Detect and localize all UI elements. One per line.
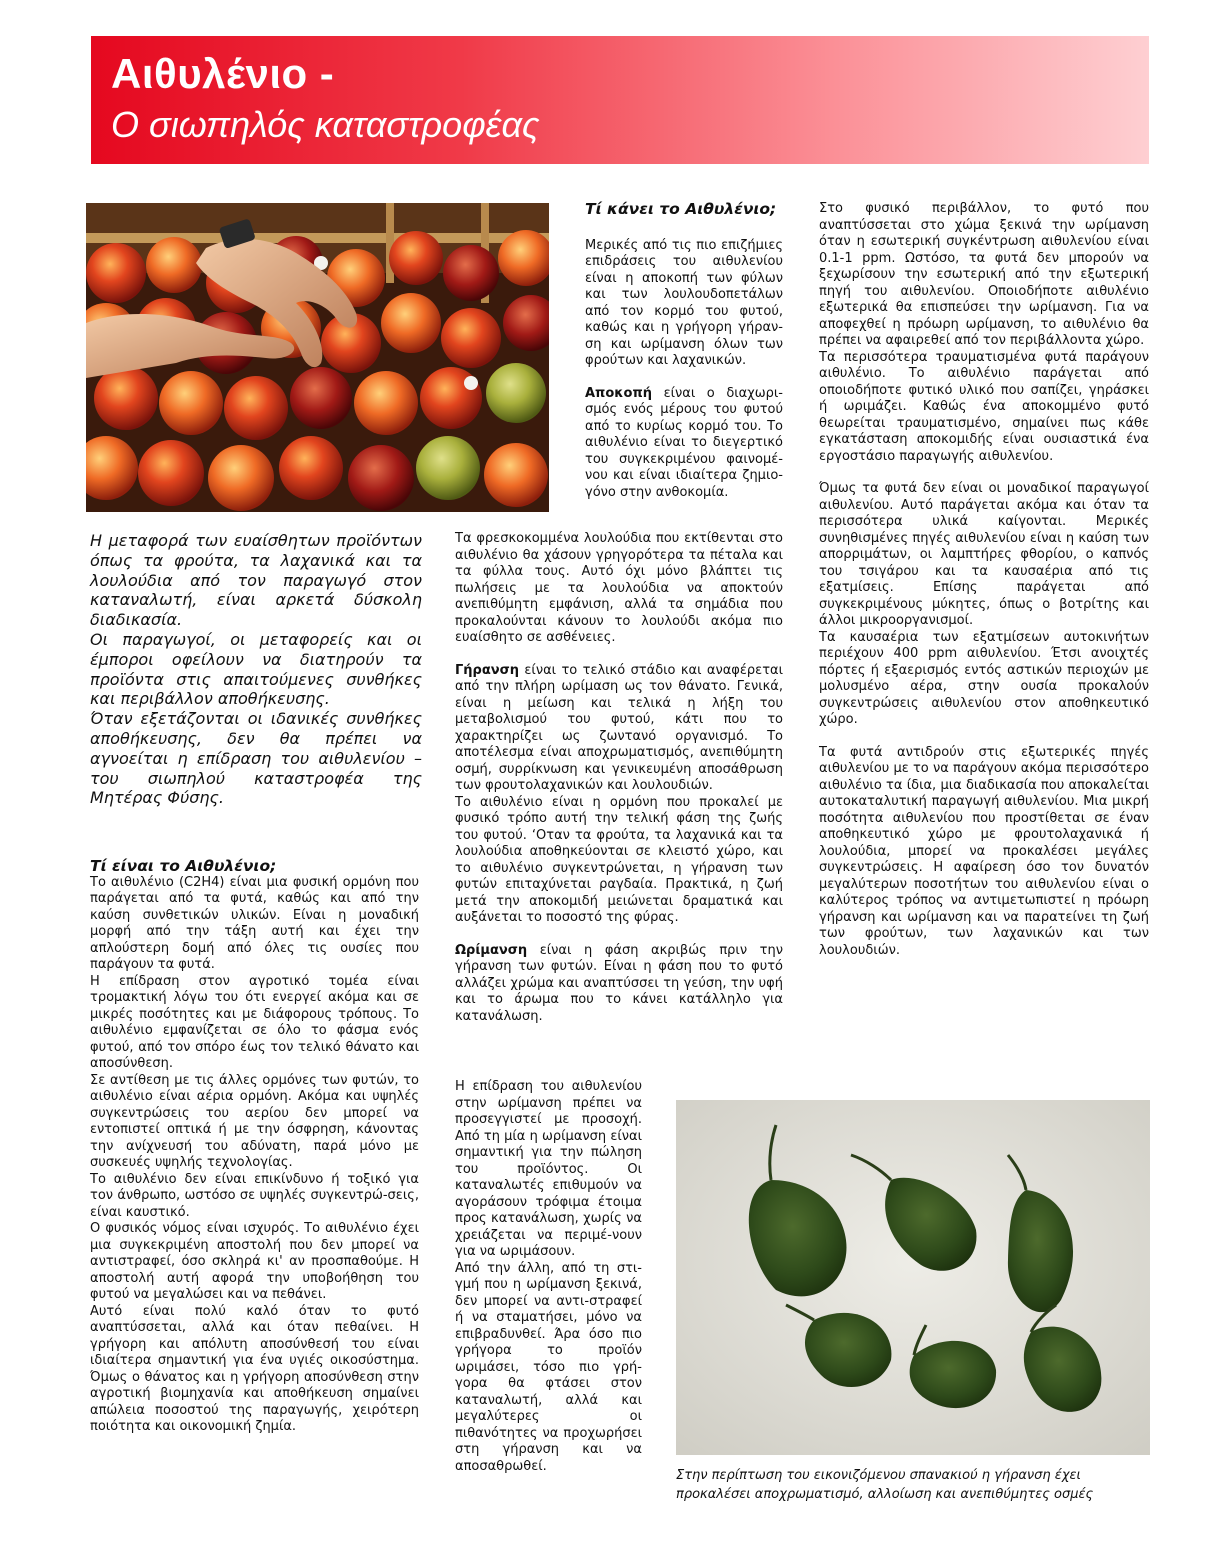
senescence-text: είναι το τελικό στάδιο και αναφέρεται από την πλήρη ωρίμαση ως τον θάνατο. Γενικά, είναι η μείωση και τελικά η λήξη του μεταβολισμού του φυτού, κάτι που το χαρακτηρίζει ως ζωντανό οργανισμό. Το αποτέλεσμα είναι αποχρωματισμός, ανεπιθύμητη οσμή, συρρίκνωση και γενικευμένη αποσάθρωση των φρουτολαχανικών και λουλουδιών.	[455, 662, 783, 793]
paragraph-senescence	[455, 663, 783, 795]
ripening-text: είναι η φάση ακριβώς πριν την γήρανση των φυτών. Είναι η φάση που το φυτό αλλάζει χρώμα και αναπτύσσει τη γεύση, την υφή και το άρωμα που το κάνει κατάλληλο για κατανάλωση.	[455, 942, 783, 1024]
column-middle	[455, 531, 783, 1025]
photo-apples	[86, 203, 549, 512]
paragraph: Το αιθυλένιο (C2H4) είναι μια φυσική ορμόνη που παράγεται από τα φυτά, καθώς και από την καύση συνθετικών υλικών. Είναι η μοναδική μορφή από την τάξη αυτή και έχει την απλούστερη δομή από όλες τις ουσίες που παράγουν τα φυτά.	[90, 874, 419, 972]
heading-what-is: Τί είναι το Αιθυλένιο;	[90, 857, 277, 875]
term-abscission: Αποκοπή	[585, 385, 652, 401]
paragraph: Τα καυσαέρια των εξατμίσεων αυτοκινήτων περιέχουν 400 ppm αιθυλενίου. Έτσι ανοιχτές πόρτες ή εξαερισμός εντός αστικών περιοχών με μολυσμένο αέρα, στην ουσία προκαλούν συγκεντρώσεις αιθυλενίου στον αποθηκευτικό χώρο.	[819, 629, 1149, 727]
column-middle-bottom	[455, 1079, 642, 1475]
intro-paragraph: Όταν εξετάζονται οι ιδανικές συνθήκες αποθήκευσης, δεν θα πρέπει να αγνοείται η επίδραση του αιθυλενίου – του σιωπηλού καταστροφέα της Μητέρας Φύσης.	[90, 709, 422, 808]
page-subtitle: Ο σιωπηλός καταστροφέας	[111, 104, 540, 145]
title-banner	[91, 36, 1149, 164]
spinach-illustration	[676, 1100, 1150, 1455]
paragraph: Ο φυσικός νόμος είναι ισχυρός. Το αιθυλένιο έχει μια συγκεκριμένη αποστολή που δεν μπορεί να αντιστραφεί, όσο σκληρά κι' αν προσπαθούμε. Η αποστολή αυτή αφορά την υποβοήθηση του φυτού να μεγαλώσει και να πεθάνει.	[90, 1221, 419, 1302]
paragraph-ripening	[455, 943, 783, 1026]
term-senescence: Γήρανση	[455, 662, 520, 678]
paragraph: Όμως τα φυτά δεν είναι οι μοναδικοί παραγωγοί αιθυλενίου. Αυτό παράγεται ακόμα και όταν τα περισσότερα υλικά καίγονται. Μερικές συνηθισμένες πηγές αιθυλενίου είναι η καύση των απορριμάτων, οι λαμπτήρες φθορίου, ο καπνός του τσιγάρου και τα καυσαέρια από τις εξατμίσεις. Επίσης παράγεται από συγκεκριμένους μύκητες, όπως ο βοτρίτης και άλλοι μικροοργανισμοί.	[819, 481, 1149, 628]
paragraph: Τα φρεσκοκομμένα λουλούδια που εκτίθενται στο αιθυλένιο θα χάσουν γρηγορότερα τα πέταλα και τα φύλλα τους. Αυτό όχι μόνο βλάπτει τις πωλήσεις με τα λουλούδια να αποκτούν ανεπιθύμητη εμφάνιση, αλλά τα σημάδια που προκαλούνται κάνουν το λουλούδι ακόμα πιο ευαίσθητο σε ασθένειες.	[455, 531, 783, 645]
intro-text	[90, 531, 422, 808]
photo-caption: Στην περίπτωση του εικονιζόμενου σπανακιού η γήρανση έχει προκαλέσει αποχρωματισμό, αλλοίωση και ανεπιθύμητες οσμές	[676, 1468, 1094, 1502]
paragraph: Τα φυτά αντιδρούν στις εξωτερικές πηγές αιθυλενίου με το να παράγουν ακόμα περισσότερο αιθυλένιο τα ίδια, μια διαδικασία που αποκαλείται αυτοκαταλυτική παραγωγή αιθυλενίου. Μια μικρή ποσότητα αιθυλενίου που προστίθεται σε έναν αποθηκευτικό χώρο με φρουτολαχανικά ή λουλούδια, μπορεί να προκαλέσει μεγάλες συγκεντρώσεις. Η αφαίρεση όσο τον δυνατόν μεγαλύτερων ποσοτήτων του αιθυλενίου είναι ο καλύτερος τρόπος να αντιμετωπιστεί η πρόωρη γήρανση και ωρίμανση και να παρατείνει τη ζωή των φρούτων, των λαχανικών και των λουλουδιών.	[819, 744, 1149, 958]
paragraph: Αυτό είναι πολύ καλό όταν το φυτό αναπτύσσεται, αλλά και όταν πεθαίνει. Η γρήγορη και απόλυτη αποσύνθεσή του είναι ιδιαίτερα σημαντική για ένα υγιές οικοσύστημα. Όμως ο θάνατος και η γρήγορη αποσύνθεση στην αγροτική βιομηχανία και αποθήκευση σημαίνει απώλεια ποσοστού της παραγωγής, χειρότερη ποιότητα και οικονομική ζημία.	[90, 1303, 419, 1434]
paragraph: Από την άλλη, από τη στι-γμή που η ωρίμανση ξεκινά, δεν μπορεί να αντι-στραφεί ή να σταματήσει, μόνο να επιβραδυνθεί. Άρα όσο πιο γρήγορα το προϊόν ωριμάσει, τόσο πιο γρή-γορα θα φτάσει στον καταναλωτή, αλλά και μεγαλύτερες οι πιθανότητες να προχωρήσει στη γήρανση και να αποσαθρωθεί.	[455, 1260, 642, 1474]
paragraph: Η επίδραση του αιθυλενίου στην ωρίμανση πρέπει να προσεγγιστεί με προσοχή. Από τη μία η ωρίμανση είναι σημαντική για την πώληση του προϊόντος. Οι καταναλωτές επιθυμούν να αγοράσουν τρόφιμα έτοιμα προς κατανάλωση, χωρίς να χρειάζεται να περιμέ-νουν για να ωριμάσουν.	[455, 1079, 642, 1259]
column-right	[819, 201, 1149, 959]
term-ripening: Ωρίμανση	[455, 942, 528, 958]
intro-paragraph: Οι παραγωγοί, οι μεταφορείς και οι έμποροι οφείλουν να διατηρούν τα προϊόντα στις απαιτούμενες συνθήκες και περιβάλλον αποθήκευσης.	[90, 629, 422, 709]
apples-illustration	[86, 203, 549, 512]
paragraph: Το αιθυλένιο είναι η ορμόνη που προκαλεί με φυσικό τρόπο αυτή την τελική φάση της ζωής του φυτού. ‘Οταν τα φρούτα, τα λαχανικά και τα λουλούδια αποθηκεύονται σε κλειστό χώρο, και το αιθυλένιο συγκεντρώνεται, η γήρανση των φυτών επιταχύνεται ραγδαία. Πρακτικά, η ζωή μετά την αποκομιδή μειώνεται δραματικά και αυξάνεται το ποσοστό της φύρας.	[455, 794, 783, 925]
paragraph: Σε αντίθεση με τις άλλες ορμόνες των φυτών, το αιθυλένιο είναι αέρια ορμόνη. Ακόμα και υψηλές συγκεντρώσεις του αερίου δεν μπορεί να εντοπιστεί οπτικά ή με την όσφρηση, κάνοντας την ανίχνευσή του αδύνατη, παρά μόνο με συσκευές υψηλής τεχνολογίας.	[90, 1072, 419, 1170]
paragraph: Στο φυσικό περιβάλλον, το φυτό που αναπτύσσεται στο χώμα ξεκινά την ωρίμανση όταν η εσωτερική συγκέντρωση αιθυλενίου είναι 0.1-1 ppm. Ωστόσο, τα φυτά δεν μπορούν να ξεχωρίσουν την εσωτερική από την εξωτερική πηγή του αιθυλενίου. Οποιοδήποτε αιθυλένιο εξωτερικά θα επισπεύσει την ωρίμανση. Για να αποφεχθεί η πρόωρη ωρίμανση, το αιθυλένιο θα πρέπει να αφαιρεθεί από τον περιβάλλοντα χώρο.	[819, 201, 1149, 348]
paragraph: Τα περισσότερα τραυματισμένα φυτά παράγουν αιθυλένιο. Το αιθυλένιο παράγεται από οποιοδήποτε φυτικό υλικό που σαπίζει, γηράσκει ή ωριμάζει. Καθώς ένα αποκομμένο φυτό θεωρείται τραυματισμένο, σημαίνει πως κάθε εγκατάσταση αποκομιδής είναι ουσιαστικά ένα εργοστάσιο παραγωγής αιθυλενίου.	[819, 349, 1149, 464]
intro-paragraph: Η μεταφορά των ευαίσθητων προϊόντων όπως τα φρούτα, τα λαχανικά και τα λουλούδια από τον παραγωγό στον καταναλωτή, είναι αρκετά δύσκολη διαδικασία.	[90, 531, 422, 630]
photo-spinach	[676, 1100, 1150, 1455]
abscission-text: είναι ο διαχωρι-σμός ενός μέρους του φυτού από το κυρίως κορμό του. Το αιθυλένιο είναι το διεγερτικό του συγκεκριμένου φαινομέ-νου και είναι ιδιαίτερα ζημιο-γόνο στην ανθοκομία.	[585, 385, 783, 500]
paragraph: Η επίδραση στον αγροτικό τομέα είναι τρομακτική λόγω του ότι ενεργεί ακόμα και σε μικρές ποσότητες και με διάφορους τρόπους. Το αιθυλένιο εμφανίζεται σε όλο το φάσμα ενός φυτού, από τον σπόρο έως τον τελικό θάνατο και αποσύνθεση.	[90, 973, 419, 1071]
heading-what-does: Τί κάνει το Αιθυλένιο;	[585, 200, 777, 218]
paragraph: Το αιθυλένιο δεν είναι επικίνδυνο ή τοξικό για τον άνθρωπο, ωστόσο σε υψηλές συγκεντρώ-σεις, είναι καυστικό.	[90, 1171, 419, 1220]
page-title: Αιθυλένιο -	[111, 50, 335, 97]
column-middle-top	[585, 201, 783, 501]
paragraph: Μερικές από τις πιο επιζήμιες επιδράσεις του αιθυλενίου είναι η αποκοπή των φύλων και των λουλουδοπετάλων από τον κορμό του φυτού, καθώς και η γρήγορη γήραν-ση και ωρίμανση όλων των φρούτων και λαχανικών.	[585, 237, 783, 368]
paragraph-abscission	[585, 386, 783, 502]
column-left	[90, 858, 419, 1436]
